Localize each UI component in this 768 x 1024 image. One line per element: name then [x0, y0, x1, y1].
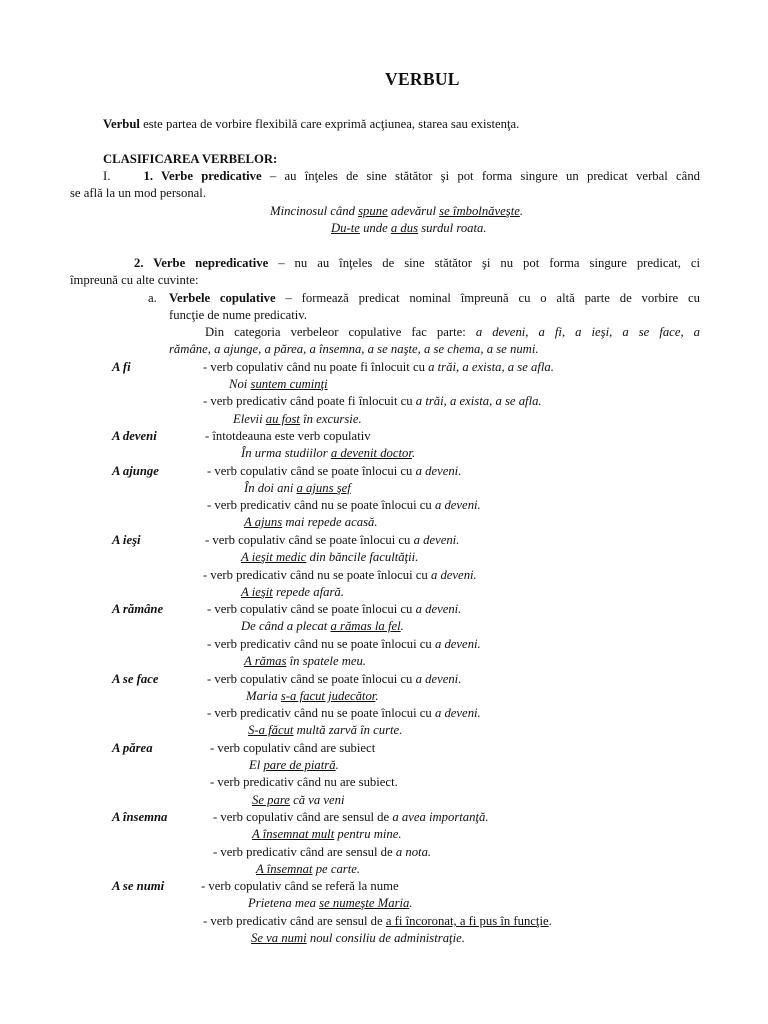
- category-line2: rămâne, a ajunge, a părea, a însemna, a se naşte, a se chema, a se numi.: [169, 342, 539, 356]
- verb-senumi-def2: - verb predicativ când are sensul de a fi încoronat, a fi pus în funcţie.: [203, 914, 552, 928]
- verb-name-ajunge: A ajunge: [112, 464, 159, 478]
- page-title: VERBUL: [385, 69, 460, 89]
- intro-text: este partea de vorbire flexibilă care exprimă acţiunea, starea sau existenţa.: [139, 117, 520, 131]
- verb-seface-def2: - verb predicativ când nu se poate înlocui cu a deveni.: [207, 706, 481, 720]
- section1-line2: se află la un mod personal.: [70, 186, 206, 200]
- verb-parea-def2: - verb predicativ când nu are subiect.: [210, 775, 398, 789]
- verb-name-seface: A se face: [112, 672, 159, 686]
- copulative-marker: a.: [148, 291, 157, 305]
- verb-iesi-def1: - verb copulativ când se poate înlocui cu a deveni.: [205, 533, 460, 547]
- section1-example1: Mincinosul când spune adevărul se îmbolnăveşte.: [270, 204, 524, 218]
- verb-ajunge-example1: În doi ani a ajuns şef: [244, 481, 351, 495]
- verb-name-senumi: A se numi: [112, 879, 165, 893]
- verb-fi-def1: - verb copulativ când nu poate fi înlocuit cu a trăi, a exista, a se afla.: [203, 360, 554, 374]
- verb-insemna-example1: A însemnat mult pentru mine.: [252, 827, 402, 841]
- verb-senumi-example2: Se va numi noul consiliu de administraţie.: [251, 931, 465, 945]
- verb-fi-example1: Noi suntem cuminţi: [229, 377, 328, 391]
- verb-ajunge-example2: A ajuns mai repede acasă.: [244, 515, 378, 529]
- copulative-line1: Verbele copulative – formează predicat nominal împreună cu o altă parte de vorbire cu: [169, 291, 700, 305]
- section1-roman: I.: [103, 169, 111, 183]
- verb-parea-example2: Se pare că va veni: [252, 793, 345, 807]
- verb-ramane-example1: De când a plecat a rămas la fel.: [241, 619, 404, 633]
- verb-ajunge-def2: - verb predicativ când nu se poate înlocui cu a deveni.: [207, 498, 481, 512]
- verb-seface-def1: - verb copulativ când se poate înlocui cu a deveni.: [207, 672, 462, 686]
- copulative-line2: funcţie de nume predicativ.: [169, 308, 307, 322]
- verb-insemna-def2: - verb predicativ când are sensul de a nota.: [213, 845, 432, 859]
- intro-paragraph: [103, 116, 519, 133]
- verb-name-insemna: A însemna: [112, 810, 168, 824]
- section1-example2: Du-te unde a dus surdul roata.: [331, 221, 487, 235]
- verb-seface-example2: S-a făcut multă zarvă în curte.: [248, 723, 403, 737]
- copulative-label: Verbele copulative: [169, 291, 276, 305]
- verb-parea-def1: - verb copulativ când are subiect: [210, 741, 376, 755]
- section1-text: – au înţeles de sine stătător şi pot forma singure un predicat verbal când: [261, 169, 701, 183]
- verb-ramane-example2: A rămas în spatele meu.: [244, 654, 367, 668]
- classification-heading: CLASIFICAREA VERBELOR:: [103, 152, 278, 166]
- section2-line2: împreună cu alte cuvinte:: [70, 273, 199, 287]
- verb-iesi-example1: A ieşit medic din băncile facultăţii.: [241, 550, 419, 564]
- verb-ajunge-def1: - verb copulativ când se poate înlocui cu a deveni.: [207, 464, 462, 478]
- verb-name-fi: A fi: [112, 360, 131, 374]
- section1-label: 1. Verbe predicative: [143, 169, 262, 183]
- intro-term: Verbul: [103, 117, 140, 131]
- verb-fi-example2: Elevii au fost în excursie.: [233, 412, 362, 426]
- section1-line1: [103, 168, 700, 185]
- section2-label: 2. Verbe nepredicative: [134, 256, 269, 270]
- verb-deveni-example1: În urma studiilor a devenit doctor.: [241, 446, 416, 460]
- verb-senumi-def1: - verb copulativ când se referă la nume: [201, 879, 399, 893]
- verb-parea-example1: El pare de piatră.: [249, 758, 339, 772]
- verb-insemna-example2: A însemnat pe carte.: [256, 862, 361, 876]
- verb-name-parea: A părea: [112, 741, 153, 755]
- verb-name-deveni: A deveni: [112, 429, 157, 443]
- category-line1: Din categoria verbeleor copulative fac parte: a deveni, a fi, a ieşi, a se face, a: [205, 325, 700, 339]
- verb-fi-def2: - verb predicativ când poate fi înlocuit cu a trăi, a exista, a se afla.: [203, 394, 542, 408]
- verb-seface-example1: Maria s-a facut judecător.: [246, 689, 379, 703]
- verb-name-iesi: A ieşi: [112, 533, 141, 547]
- section2-line1: 2. Verbe nepredicative – nu au înţeles de sine stătător şi nu pot forma singure predicat, ci: [134, 256, 700, 270]
- verb-senumi-example1: Prietena mea se numeşte Maria.: [248, 896, 413, 910]
- verb-name-ramane: A rămâne: [112, 602, 164, 616]
- verb-deveni-def1: - întotdeauna este verb copulativ: [205, 429, 371, 443]
- verb-insemna-def1: - verb copulativ când are sensul de a avea importanţă.: [213, 810, 489, 824]
- verb-ramane-def1: - verb copulativ când se poate înlocui cu a deveni.: [207, 602, 462, 616]
- verb-ramane-def2: - verb predicativ când nu se poate înlocui cu a deveni.: [207, 637, 481, 651]
- verb-iesi-example2: A ieşit repede afară.: [241, 585, 344, 599]
- verb-iesi-def2: - verb predicativ când nu se poate înlocui cu a deveni.: [203, 568, 477, 582]
